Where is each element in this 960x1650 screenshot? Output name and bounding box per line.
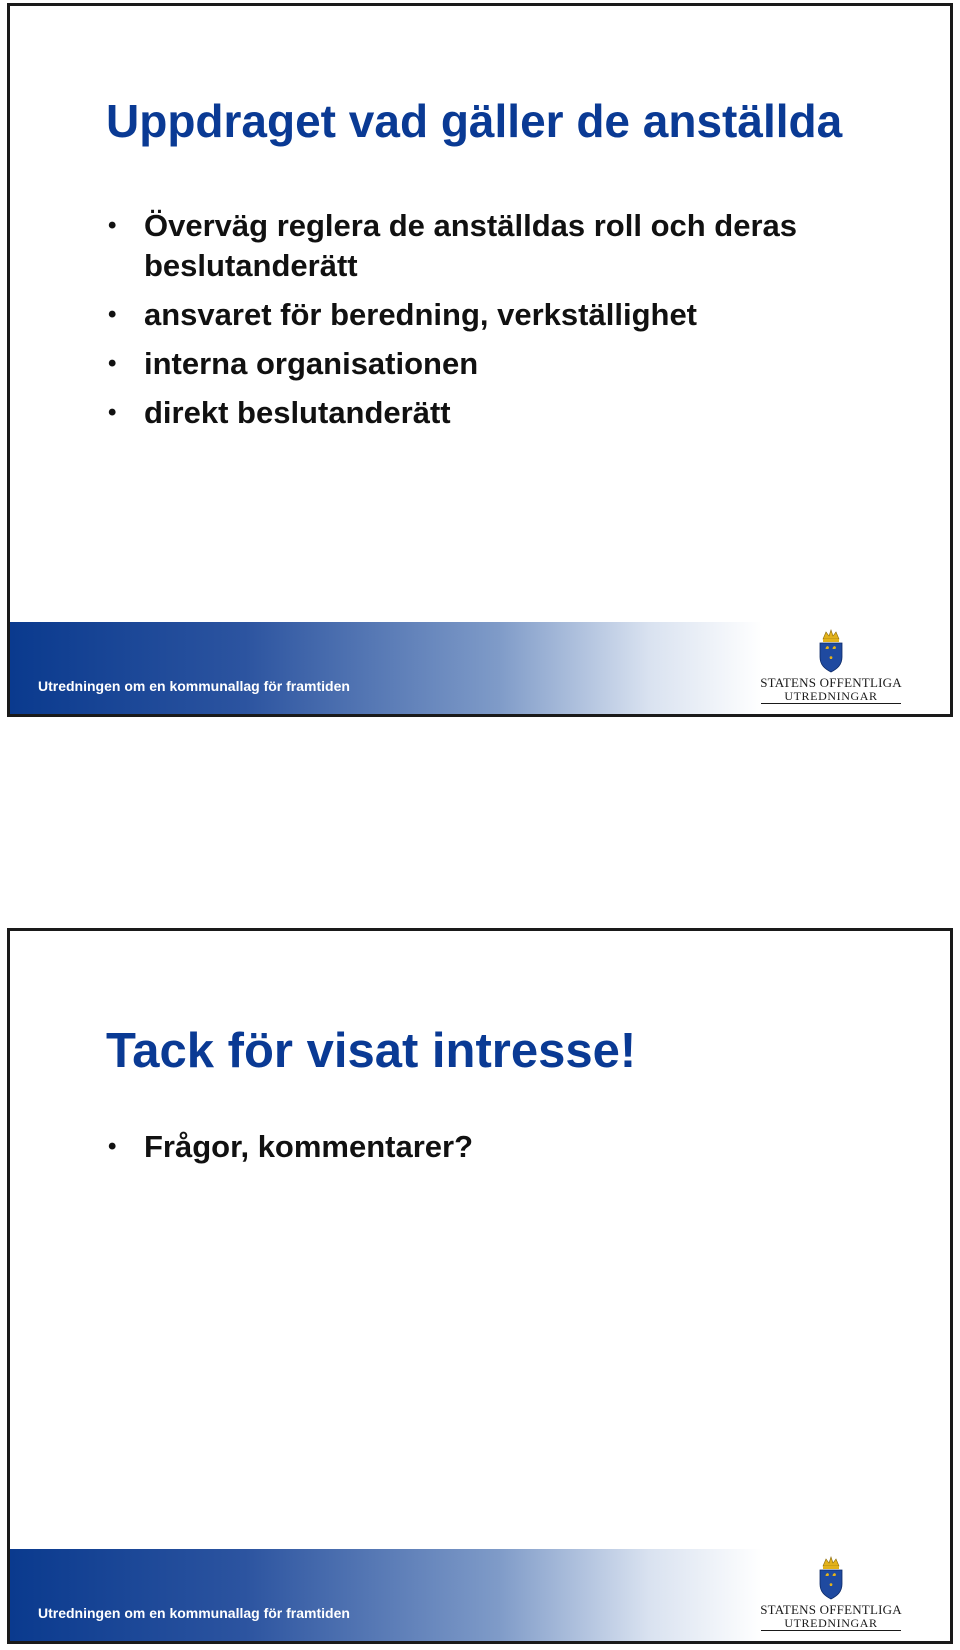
bullet-list [108,206,884,442]
bullet-icon: • [108,212,117,239]
bullet-icon: • [108,399,117,426]
bullet-item [108,295,884,335]
logo-rule [761,703,901,704]
slide-title: Uppdraget vad gäller de anställda [106,95,843,147]
sou-logo [756,1552,906,1634]
bullet-item [108,344,884,384]
bullet-text: Frågor, kommentarer? [144,1129,474,1164]
bullet-icon: • [108,301,117,328]
crest-icon [817,1554,845,1600]
footer-text: Utredningen om en kommunallag för framtiden [38,1605,350,1621]
bullet-item [108,206,884,286]
footer-band [10,622,950,714]
footer-band [10,1549,950,1641]
logo-rule [761,1630,901,1631]
slide-1 [7,3,953,717]
slide-2 [7,928,953,1644]
logo-line-2: UTREDNINGAR [784,1616,878,1630]
bullet-text: direkt beslutanderätt [144,395,451,430]
slide-title: Tack för visat intresse! [106,1024,637,1078]
logo-line-1: STATENS OFFENTLIGA [760,1602,902,1617]
bullet-icon: • [108,350,117,377]
footer-text: Utredningen om en kommunallag för framtiden [38,678,350,694]
sou-logo [756,625,906,707]
bullet-list [108,1127,884,1176]
logo-line-2: UTREDNINGAR [784,689,878,703]
bullet-icon: • [108,1133,117,1160]
bullet-text: interna organisationen [144,346,479,381]
crest-icon [817,627,845,673]
logo-line-1: STATENS OFFENTLIGA [760,675,902,690]
bullet-text: ansvaret för beredning, verkställighet [144,297,698,332]
bullet-item [108,1127,884,1167]
bullet-item [108,393,884,433]
bullet-text: Överväg reglera de anställdas roll och deras beslutanderätt [144,208,798,283]
